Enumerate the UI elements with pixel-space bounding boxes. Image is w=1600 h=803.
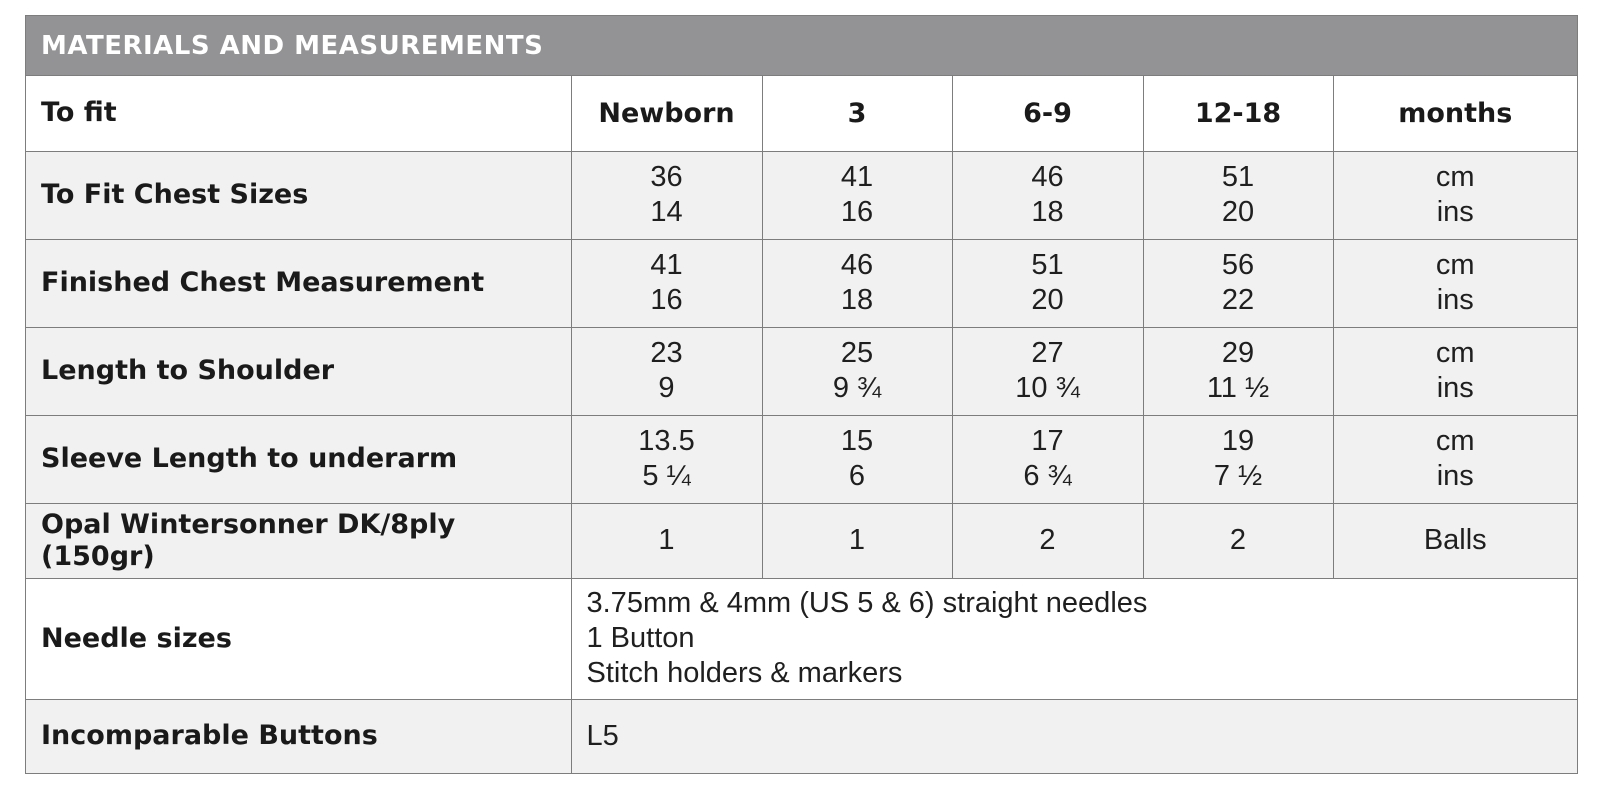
yarn-row (26, 503, 1577, 578)
value-cell: 27 10 ¾ (952, 327, 1143, 415)
size-unit: months (1333, 76, 1577, 151)
size-12-18: 12-18 (1143, 76, 1333, 151)
unit-cell: cm ins (1333, 415, 1577, 503)
row-label: Opal Wintersonner DK/8ply (150gr) (26, 503, 571, 578)
value-cell: 1 (571, 503, 762, 578)
value-cell: 29 11 ½ (1143, 327, 1333, 415)
value-cell: 19 7 ½ (1143, 415, 1333, 503)
row-label: Length to Shoulder (26, 327, 571, 415)
row-label: To Fit Chest Sizes (26, 151, 571, 239)
value-cell: 46 18 (762, 239, 952, 327)
unit-cell: cm ins (1333, 151, 1577, 239)
header-row (26, 76, 1577, 151)
size-6-9: 6-9 (952, 76, 1143, 151)
table-row (26, 239, 1577, 327)
table-row (26, 327, 1577, 415)
value-cell: 1 (762, 503, 952, 578)
value-cell: 15 6 (762, 415, 952, 503)
value-cell: 51 20 (952, 239, 1143, 327)
value-cell: 2 (1143, 503, 1333, 578)
value-cell: 25 9 ¾ (762, 327, 952, 415)
value-cell: 56 22 (1143, 239, 1333, 327)
table-row (26, 151, 1577, 239)
value-cell: 41 16 (571, 239, 762, 327)
unit-cell: Balls (1333, 503, 1577, 578)
value-cell: 13.5 5 ¼ (571, 415, 762, 503)
value-cell: 51 20 (1143, 151, 1333, 239)
row-label: Sleeve Length to underarm (26, 415, 571, 503)
section-title: MATERIALS AND MEASUREMENTS (26, 16, 1577, 76)
unit-cell: cm ins (1333, 239, 1577, 327)
buttons-value: L5 (571, 699, 1577, 773)
value-cell: 36 14 (571, 151, 762, 239)
buttons-row (26, 699, 1577, 773)
needles-row (26, 578, 1577, 699)
value-cell: 46 18 (952, 151, 1143, 239)
table-row (26, 415, 1577, 503)
row-label: To fit (26, 76, 571, 151)
value-cell: 17 6 ¾ (952, 415, 1143, 503)
row-label: Finished Chest Measurement (26, 239, 571, 327)
row-label: Needle sizes (26, 578, 571, 699)
needles-details: 3.75mm & 4mm (US 5 & 6) straight needles 1 Button Stitch holders & markers (571, 578, 1577, 699)
value-cell: 2 (952, 503, 1143, 578)
value-cell: 41 16 (762, 151, 952, 239)
materials-table-container (25, 15, 1578, 774)
row-label: Incomparable Buttons (26, 699, 571, 773)
value-cell: 23 9 (571, 327, 762, 415)
size-3: 3 (762, 76, 952, 151)
size-newborn: Newborn (571, 76, 762, 151)
measurements-table (26, 76, 1577, 773)
unit-cell: cm ins (1333, 327, 1577, 415)
